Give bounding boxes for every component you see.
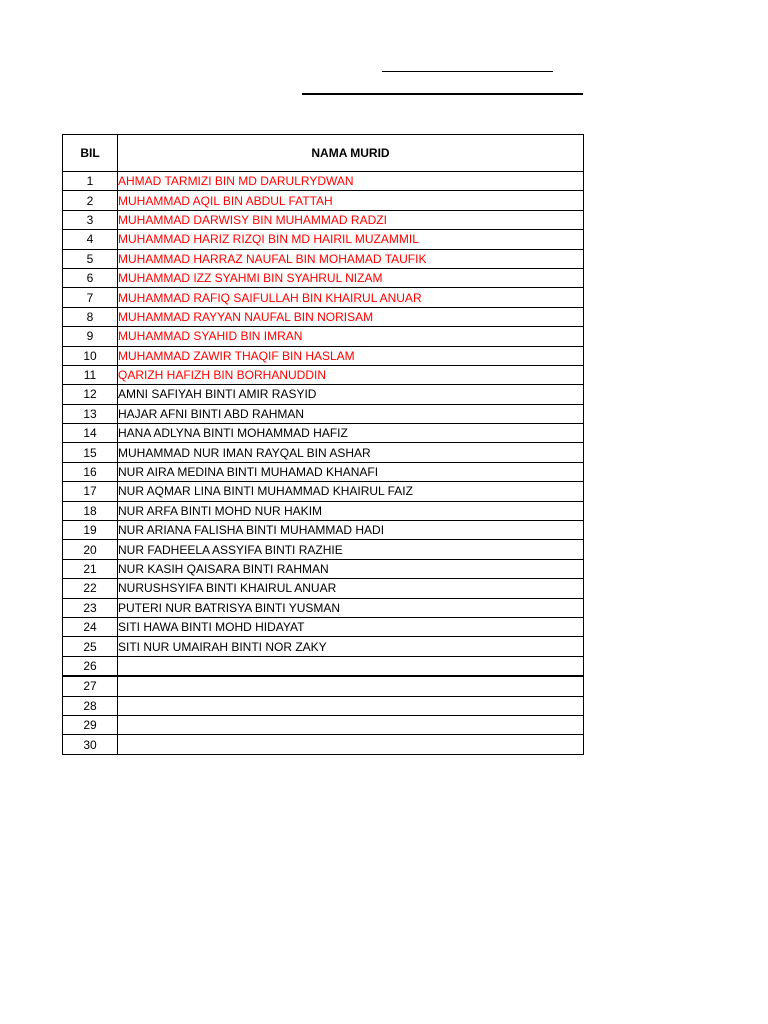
student-name: NUR KASIH QAISARA BINTI RAHMAN xyxy=(118,559,584,578)
table-row xyxy=(63,249,584,268)
student-name: MUHAMMAD SYAHID BIN IMRAN xyxy=(118,327,584,346)
row-number: 10 xyxy=(63,346,118,365)
table-row xyxy=(63,617,584,636)
student-name: NUR AIRA MEDINA BINTI MUHAMAD KHANAFI xyxy=(118,462,584,481)
table-row xyxy=(63,656,584,676)
table-row xyxy=(63,501,584,520)
table-row xyxy=(63,521,584,540)
table-row xyxy=(63,327,584,346)
student-name: AMNI SAFIYAH BINTI AMIR RASYID xyxy=(118,385,584,404)
table-row xyxy=(63,172,584,191)
student-name: SITI NUR UMAIRAH BINTI NOR ZAKY xyxy=(118,637,584,656)
student-name: HAJAR AFNI BINTI ABD RAHMAN xyxy=(118,404,584,423)
student-name xyxy=(118,715,584,734)
student-name xyxy=(118,696,584,715)
student-name: NUR AQMAR LINA BINTI MUHAMMAD KHAIRUL FAIZ xyxy=(118,482,584,501)
row-number: 18 xyxy=(63,501,118,520)
student-name: NUR ARFA BINTI MOHD NUR HAKIM xyxy=(118,501,584,520)
row-number: 4 xyxy=(63,230,118,249)
row-number: 25 xyxy=(63,637,118,656)
student-name: QARIZH HAFIZH BIN BORHANUDDIN xyxy=(118,365,584,384)
table-row xyxy=(63,735,584,754)
student-name: MUHAMMAD HARIZ RIZQI BIN MD HAIRIL MUZAMMIL xyxy=(118,230,584,249)
row-number: 14 xyxy=(63,424,118,443)
student-name: MUHAMMAD IZZ SYAHMI BIN SYAHRUL NIZAM xyxy=(118,268,584,287)
table-row xyxy=(63,404,584,423)
student-name xyxy=(118,656,584,676)
student-name: PUTERI NUR BATRISYA BINTI YUSMAN xyxy=(118,598,584,617)
row-number: 5 xyxy=(63,249,118,268)
table-row xyxy=(63,696,584,715)
row-number: 27 xyxy=(63,676,118,696)
table-row xyxy=(63,346,584,365)
row-number: 1 xyxy=(63,172,118,191)
table-row xyxy=(63,715,584,734)
row-number: 2 xyxy=(63,191,118,210)
table-row xyxy=(63,288,584,307)
row-number: 23 xyxy=(63,598,118,617)
row-number: 21 xyxy=(63,559,118,578)
student-name xyxy=(118,676,584,696)
table-row xyxy=(63,676,584,696)
table-row xyxy=(63,540,584,559)
row-number: 20 xyxy=(63,540,118,559)
student-name: MUHAMMAD DARWISY BIN MUHAMMAD RADZI xyxy=(118,210,584,229)
student-name: MUHAMMAD HARRAZ NAUFAL BIN MOHAMAD TAUFIK xyxy=(118,249,584,268)
student-name: NUR FADHEELA ASSYIFA BINTI RAZHIE xyxy=(118,540,584,559)
student-name: AHMAD TARMIZI BIN MD DARULRYDWAN xyxy=(118,172,584,191)
header-bil: BIL xyxy=(63,135,118,172)
table-header-row xyxy=(63,135,584,172)
student-name xyxy=(118,735,584,754)
row-number: 17 xyxy=(63,482,118,501)
row-number: 9 xyxy=(63,327,118,346)
table-row xyxy=(63,424,584,443)
table-row xyxy=(63,462,584,481)
table-row xyxy=(63,210,584,229)
student-rows xyxy=(63,172,584,755)
row-number: 8 xyxy=(63,307,118,326)
student-list-table xyxy=(62,134,584,755)
student-name: HANA ADLYNA BINTI MOHAMMAD HAFIZ xyxy=(118,424,584,443)
row-number: 7 xyxy=(63,288,118,307)
row-number: 19 xyxy=(63,521,118,540)
student-name: MUHAMMAD AQIL BIN ABDUL FATTAH xyxy=(118,191,584,210)
row-number: 22 xyxy=(63,579,118,598)
table-row xyxy=(63,385,584,404)
student-name: SITI HAWA BINTI MOHD HIDAYAT xyxy=(118,617,584,636)
student-name: NUR ARIANA FALISHA BINTI MUHAMMAD HADI xyxy=(118,521,584,540)
table-row xyxy=(63,559,584,578)
table-row xyxy=(63,579,584,598)
table-row xyxy=(63,598,584,617)
table-row xyxy=(63,230,584,249)
table-row xyxy=(63,365,584,384)
row-number: 26 xyxy=(63,656,118,676)
student-name: NURUSHSYIFA BINTI KHAIRUL ANUAR xyxy=(118,579,584,598)
title-underline-short xyxy=(382,71,553,72)
row-number: 28 xyxy=(63,696,118,715)
row-number: 6 xyxy=(63,268,118,287)
student-name: MUHAMMAD RAYYAN NAUFAL BIN NORISAM xyxy=(118,307,584,326)
row-number: 13 xyxy=(63,404,118,423)
table-row xyxy=(63,307,584,326)
title-underline-long xyxy=(302,93,583,95)
table-row xyxy=(63,637,584,656)
row-number: 29 xyxy=(63,715,118,734)
student-name: MUHAMMAD RAFIQ SAIFULLAH BIN KHAIRUL ANUAR xyxy=(118,288,584,307)
table-row xyxy=(63,443,584,462)
row-number: 12 xyxy=(63,385,118,404)
row-number: 30 xyxy=(63,735,118,754)
table-row xyxy=(63,268,584,287)
row-number: 11 xyxy=(63,365,118,384)
table-row xyxy=(63,191,584,210)
row-number: 16 xyxy=(63,462,118,481)
table-row xyxy=(63,482,584,501)
row-number: 15 xyxy=(63,443,118,462)
row-number: 24 xyxy=(63,617,118,636)
row-number: 3 xyxy=(63,210,118,229)
header-nama-murid: NAMA MURID xyxy=(118,135,584,172)
student-name: MUHAMMAD NUR IMAN RAYQAL BIN ASHAR xyxy=(118,443,584,462)
student-name: MUHAMMAD ZAWIR THAQIF BIN HASLAM xyxy=(118,346,584,365)
